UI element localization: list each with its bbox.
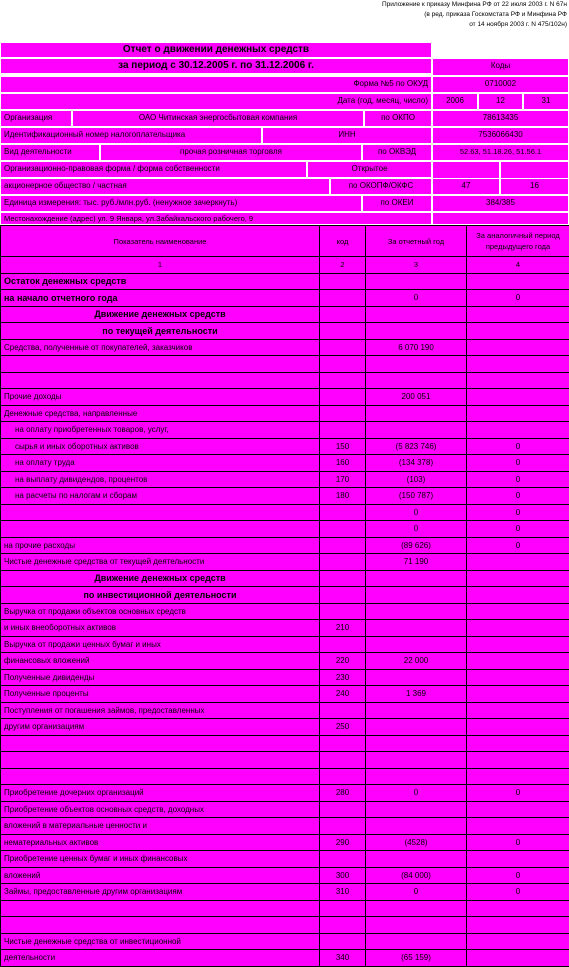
row-current: [366, 702, 467, 719]
row-code: 220: [320, 653, 366, 670]
table-row: [1, 917, 569, 934]
row-previous: 0: [467, 884, 569, 901]
table-row: [1, 273, 569, 290]
table-row: [1, 521, 569, 538]
row-previous: 0: [467, 438, 569, 455]
okei-label: по ОКЕИ: [362, 195, 432, 212]
row-previous: 0: [467, 290, 569, 307]
row-code: [320, 603, 366, 620]
table-row: [1, 801, 569, 818]
row-label: [1, 735, 320, 752]
okpo-label: по ОКПО: [364, 110, 432, 127]
row-code: [320, 768, 366, 785]
row-code: [320, 752, 366, 769]
header-current: За отчетный год: [366, 226, 467, 257]
row-previous: [467, 851, 569, 868]
row-label: [1, 752, 320, 769]
table-row: [1, 372, 569, 389]
activity-label: Вид деятельности: [0, 144, 100, 161]
table-row: [1, 653, 569, 670]
table-row: [1, 636, 569, 653]
okved-code: 52.63, 51.18.26, 51.56.1: [432, 144, 569, 161]
row-label: финансовых вложений: [1, 653, 320, 670]
row-label: и иных внеоборотных активов: [1, 620, 320, 637]
row-label: на оплату приобретенных товаров, услуг,: [1, 422, 320, 439]
row-label: [1, 900, 320, 917]
row-current: 6 070 190: [366, 339, 467, 356]
table-row: [1, 818, 569, 835]
row-label: Полученные дивиденды: [1, 669, 320, 686]
row-code: [320, 735, 366, 752]
colnum-4: 4: [467, 257, 569, 274]
row-code: [320, 702, 366, 719]
table-row: [1, 356, 569, 373]
appendix-line: от 14 ноября 2003 г. N 475/102н): [270, 20, 569, 30]
row-current: [366, 933, 467, 950]
row-label: на начало отчетного года: [1, 290, 320, 307]
row-code: [320, 323, 366, 340]
table-row: [1, 389, 569, 406]
appendix-line: (в ред. приказа Госкомстата РФ и Минфина РФ: [270, 10, 569, 20]
row-current: [366, 422, 467, 439]
row-previous: 0: [467, 455, 569, 472]
row-code: [320, 339, 366, 356]
table-row: [1, 719, 569, 736]
row-previous: [467, 405, 569, 422]
row-label: Приобретение ценных бумаг и иных финансовых: [1, 851, 320, 868]
table-row: [1, 438, 569, 455]
row-current: [366, 372, 467, 389]
org-name: ОАО Читинская энергосбытовая компания: [72, 110, 364, 127]
table-row: [1, 488, 569, 505]
row-previous: [467, 801, 569, 818]
table-row: [1, 620, 569, 637]
row-current: 200 051: [366, 389, 467, 406]
row-code: [320, 389, 366, 406]
row-previous: [467, 636, 569, 653]
row-current: (65 159): [366, 950, 467, 967]
inn-row-label: Идентификационный номер налогоплательщика: [0, 127, 262, 144]
report-period: за период с 30.12.2005 г. по 31.12.2006 г.: [0, 58, 432, 74]
row-current: [366, 356, 467, 373]
header-indicator: Показатель наименование: [1, 226, 320, 257]
row-label: деятельности: [1, 950, 320, 967]
okei-code: 384/385: [432, 195, 569, 212]
row-previous: [467, 933, 569, 950]
row-previous: 0: [467, 504, 569, 521]
row-previous: [467, 768, 569, 785]
row-previous: [467, 372, 569, 389]
row-label: Чистые денежные средства от текущей деятельности: [1, 554, 320, 571]
appendix-note: [270, 0, 569, 30]
row-label: на выплату дивидендов, процентов: [1, 471, 320, 488]
row-label: другим организациям: [1, 719, 320, 736]
row-current: [366, 570, 467, 587]
row-previous: [467, 587, 569, 604]
row-label: [1, 372, 320, 389]
inn-code: 7536066430: [432, 127, 569, 144]
row-current: [366, 818, 467, 835]
table-row: [1, 900, 569, 917]
row-code: 340: [320, 950, 366, 967]
address-label: Местонахождение (адрес) ул. 9 Января, ул.Забайкальского рабочего, 9: [0, 212, 432, 225]
row-current: [366, 587, 467, 604]
table-row: [1, 603, 569, 620]
row-previous: [467, 735, 569, 752]
row-previous: [467, 422, 569, 439]
table-row: [1, 735, 569, 752]
row-code: [320, 900, 366, 917]
row-label: Полученные проценты: [1, 686, 320, 703]
row-previous: [467, 686, 569, 703]
table-row: [1, 867, 569, 884]
table-row: [1, 933, 569, 950]
row-code: [320, 306, 366, 323]
row-code: 300: [320, 867, 366, 884]
table-row: [1, 339, 569, 356]
okfs-code: 16: [500, 178, 569, 195]
row-current: (84 000): [366, 867, 467, 884]
row-current: [366, 768, 467, 785]
row-code: [320, 801, 366, 818]
row-label: Остаток денежных средств: [1, 273, 320, 290]
row-current: 71 190: [366, 554, 467, 571]
row-previous: 0: [467, 785, 569, 802]
legal-form-value2: акционерное общество / частная: [0, 178, 330, 195]
row-current: (89 626): [366, 537, 467, 554]
row-previous: [467, 950, 569, 967]
row-previous: [467, 917, 569, 934]
row-label: [1, 768, 320, 785]
row-label: [1, 917, 320, 934]
row-previous: [467, 702, 569, 719]
row-current: 1 369: [366, 686, 467, 703]
row-current: (150 787): [366, 488, 467, 505]
row-code: [320, 504, 366, 521]
codes-label: Коды: [432, 58, 569, 76]
table-row: [1, 686, 569, 703]
row-label: нематериальных активов: [1, 834, 320, 851]
table-row: [1, 471, 569, 488]
row-current: [366, 323, 467, 340]
row-previous: [467, 620, 569, 637]
row-label: вложений в материальные ценности и: [1, 818, 320, 835]
report-title: Отчет о движении денежных средств: [0, 42, 432, 58]
row-previous: [467, 669, 569, 686]
row-current: (4528): [366, 834, 467, 851]
table-row: [1, 851, 569, 868]
row-previous: 0: [467, 488, 569, 505]
inn-label: ИНН: [262, 127, 432, 144]
row-current: 0: [366, 884, 467, 901]
row-label: Чистые денежные средства от инвестиционной: [1, 933, 320, 950]
row-current: (103): [366, 471, 467, 488]
row-current: [366, 273, 467, 290]
table-row: [1, 702, 569, 719]
table-row: [1, 587, 569, 604]
row-code: 210: [320, 620, 366, 637]
row-code: 290: [320, 834, 366, 851]
table-row: [1, 834, 569, 851]
row-label: Средства, полученные от покупателей, заказчиков: [1, 339, 320, 356]
row-previous: 0: [467, 537, 569, 554]
okopf-code: 47: [432, 178, 500, 195]
form-label: Форма №5 по ОКУД: [0, 76, 432, 93]
row-label: Приобретение объектов основных средств, доходных: [1, 801, 320, 818]
row-code: [320, 422, 366, 439]
table-row: [1, 669, 569, 686]
row-label: Поступления от погашения займов, предоставленных: [1, 702, 320, 719]
row-label: Прочие доходы: [1, 389, 320, 406]
row-label: по текущей деятельности: [1, 323, 320, 340]
row-previous: 0: [467, 867, 569, 884]
row-code: [320, 636, 366, 653]
row-current: [366, 752, 467, 769]
row-current: 0: [366, 504, 467, 521]
row-label: Приобретение дочерних организаций: [1, 785, 320, 802]
row-previous: 0: [467, 521, 569, 538]
row-label: Денежные средства, направленные: [1, 405, 320, 422]
row-label: [1, 521, 320, 538]
row-label: [1, 504, 320, 521]
row-code: [320, 521, 366, 538]
header-previous: За аналогичный период предыдущего года: [467, 226, 569, 257]
colnum-3: 3: [366, 257, 467, 274]
row-code: [320, 372, 366, 389]
row-code: [320, 570, 366, 587]
row-previous: [467, 339, 569, 356]
row-code: [320, 290, 366, 307]
row-code: [320, 273, 366, 290]
date-label: Дата (год, месяц, число): [0, 93, 432, 110]
row-code: 230: [320, 669, 366, 686]
row-code: [320, 537, 366, 554]
row-previous: [467, 570, 569, 587]
table-row: [1, 323, 569, 340]
address-code: [432, 212, 569, 225]
appendix-line: Приложение к приказу Минфина РФ от 22 июля 2003 г. N 67н: [270, 0, 569, 10]
row-label: вложений: [1, 867, 320, 884]
row-code: 170: [320, 471, 366, 488]
row-code: [320, 851, 366, 868]
row-current: [366, 603, 467, 620]
row-previous: [467, 273, 569, 290]
row-label: Займы, предоставленные другим организациям: [1, 884, 320, 901]
row-previous: [467, 900, 569, 917]
cash-flow-table: [0, 225, 569, 967]
okpo-code: 78613435: [432, 110, 569, 127]
table-row: [1, 405, 569, 422]
table-row: [1, 504, 569, 521]
row-code: 240: [320, 686, 366, 703]
row-code: [320, 818, 366, 835]
table-row: [1, 785, 569, 802]
row-code: 160: [320, 455, 366, 472]
row-code: [320, 587, 366, 604]
table-row: [1, 306, 569, 323]
row-previous: [467, 719, 569, 736]
row-previous: [467, 356, 569, 373]
row-label: на оплату труда: [1, 455, 320, 472]
table-row: [1, 570, 569, 587]
row-previous: [467, 323, 569, 340]
row-current: [366, 405, 467, 422]
table-row: [1, 752, 569, 769]
table-row: [1, 768, 569, 785]
date-day: 31: [523, 93, 569, 110]
row-current: 0: [366, 785, 467, 802]
row-code: 250: [320, 719, 366, 736]
row-current: [366, 719, 467, 736]
row-code: 280: [320, 785, 366, 802]
table-colnum-row: [1, 257, 569, 274]
row-code: 180: [320, 488, 366, 505]
row-current: [366, 851, 467, 868]
org-label: Организация: [0, 110, 72, 127]
unit-label: Единица измерения: тыс. руб./млн.руб. (ненужное зачеркнуть): [0, 195, 362, 212]
row-current: [366, 900, 467, 917]
row-previous: [467, 752, 569, 769]
date-year: 2006: [432, 93, 478, 110]
row-previous: [467, 389, 569, 406]
row-code: [320, 933, 366, 950]
legal-form-label: Организационно-правовая форма / форма собственности: [0, 161, 307, 178]
row-code: [320, 554, 366, 571]
table-row: [1, 422, 569, 439]
table-header-row: [1, 226, 569, 257]
table-row: [1, 290, 569, 307]
row-code: [320, 917, 366, 934]
row-previous: [467, 306, 569, 323]
row-current: 22 000: [366, 653, 467, 670]
table-row: [1, 455, 569, 472]
row-code: 310: [320, 884, 366, 901]
row-previous: [467, 818, 569, 835]
row-label: Выручка от продажи объектов основных средств: [1, 603, 320, 620]
row-current: 0: [366, 290, 467, 307]
row-current: [366, 306, 467, 323]
okved-label: по ОКВЭД: [362, 144, 432, 161]
row-label: Движение денежных средств: [1, 570, 320, 587]
row-current: [366, 917, 467, 934]
row-previous: 0: [467, 471, 569, 488]
row-current: [366, 669, 467, 686]
table-row: [1, 554, 569, 571]
row-label: на расчеты по налогам и сборам: [1, 488, 320, 505]
activity-value: прочая розничная торговля: [100, 144, 362, 161]
colnum-2: 2: [320, 257, 366, 274]
row-previous: [467, 653, 569, 670]
colnum-1: 1: [1, 257, 320, 274]
row-label: по инвестиционной деятельности: [1, 587, 320, 604]
row-code: 150: [320, 438, 366, 455]
row-code: [320, 356, 366, 373]
row-current: (134 378): [366, 455, 467, 472]
row-label: Выручка от продажи ценных бумаг и иных: [1, 636, 320, 653]
row-code: [320, 405, 366, 422]
row-current: 0: [366, 521, 467, 538]
row-label: Движение денежных средств: [1, 306, 320, 323]
table-row: [1, 950, 569, 967]
row-previous: 0: [467, 834, 569, 851]
row-current: [366, 735, 467, 752]
form-code: 0710002: [432, 76, 569, 93]
legal-form-value: Открытое: [307, 161, 432, 178]
row-label: на прочие расходы: [1, 537, 320, 554]
okopf-label: по ОКОПФ/ОКФС: [330, 178, 432, 195]
row-current: [366, 801, 467, 818]
table-row: [1, 537, 569, 554]
row-label: [1, 356, 320, 373]
row-previous: [467, 603, 569, 620]
row-label: сырья и иных оборотных активов: [1, 438, 320, 455]
header-code: код: [320, 226, 366, 257]
row-current: [366, 636, 467, 653]
table-row: [1, 884, 569, 901]
row-previous: [467, 554, 569, 571]
date-month: 12: [478, 93, 523, 110]
row-current: [366, 620, 467, 637]
row-current: (5 823 746): [366, 438, 467, 455]
